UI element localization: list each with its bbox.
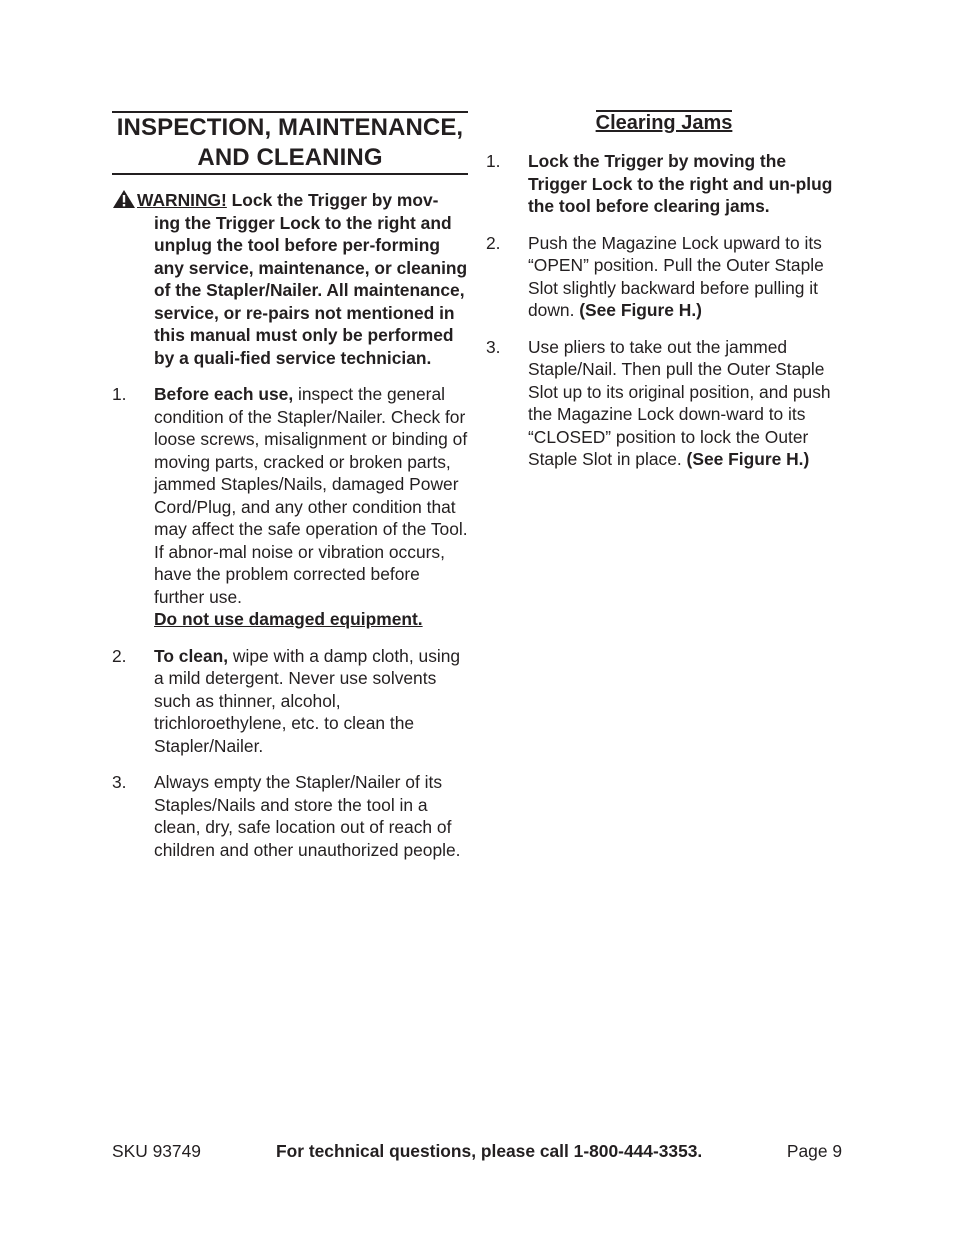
warning-triangle-icon [112,189,136,209]
item-lead: Before each use, [154,384,294,404]
list-item [112,383,468,631]
item-number: 1. [112,384,127,404]
warning-lead-text: Lock the Trigger by mov- [226,190,439,210]
warning-body: ing the Trigger Lock to the right and unplug the tool before per-forming any service, maintenance, or cleaning of the Stapler/Nailer. All maintenance, service, or re-pairs not mentioned in this manual must only be performed by a quali-fied service technician. [154,212,468,368]
item-text: inspect the general condition of the Stapler/Nailer. Check for loose screws, misalignment or binding of moving parts, cracked or broken parts, jammed Staples/Nails, damaged Power Cord/Plug, and any other condition that may affect the safe operation of the Tool. If abnor-mal noise or vibration occurs, have the problem corrected before further use. [154,384,468,607]
item-number: 3. [486,336,501,357]
page-number: Page 9 [786,1141,842,1161]
warning-block [112,189,468,369]
figure-reference: (See Figure H.) [686,449,810,469]
clearing-jams-list [486,150,842,471]
section-title [112,111,468,175]
item-number: 2. [486,232,501,253]
warning-lead [112,189,468,212]
item-text: Lock the Trigger by moving the Trigger Lock to the right and un-plug the tool before clearing jams. [528,151,833,216]
list-item [486,150,842,218]
left-column [112,111,468,875]
item-text: Always empty the Stapler/Nailer of its Staples/Nails and store the tool in a clean, dry, safe location out of reach of children and other unauthorized people. [154,772,461,860]
sku-label: SKU 93749 [112,1141,201,1161]
figure-reference: (See Figure H.) [579,300,702,320]
clearing-jams-title-text: Clearing Jams [595,112,733,134]
maintenance-list [112,383,468,861]
item-number: 1. [486,151,501,171]
list-item [486,336,842,471]
item-number: 2. [112,645,127,666]
item-note: Do not use damaged equipment. [154,609,423,629]
section-title-line2: AND CLEANING [197,144,383,171]
list-item [112,645,468,758]
item-text: Push the Magazine Lock upward to its “OPEN” position. Pull the Outer Staple Slot slightly backward before pulling it down. [528,232,824,320]
item-lead: To clean, [154,645,229,666]
list-item [112,771,468,861]
item-text: wipe with a damp cloth, using a mild detergent. Never use solvents such as thinner, alcohol, trichloroethylene, etc. to clean the Stapler/Nailer. [154,645,461,756]
warning-label: WARNING! [137,190,227,210]
support-phone-text: For technical questions, please call 1-800-444-3353. [276,1141,703,1161]
clearing-jams-title [486,111,842,135]
list-item [486,232,842,322]
right-column [486,111,842,485]
item-text: Use pliers to take out the jammed Staple/Nail. Then pull the Outer Staple Slot up to its original position, and push the Magazine Lock down-ward to its “CLOSED” position to lock the Outer Staple Slot in place. [528,336,831,469]
section-title-line1: INSPECTION, MAINTENANCE, [116,114,464,141]
item-number: 3. [112,772,127,792]
page-footer [112,1139,842,1163]
